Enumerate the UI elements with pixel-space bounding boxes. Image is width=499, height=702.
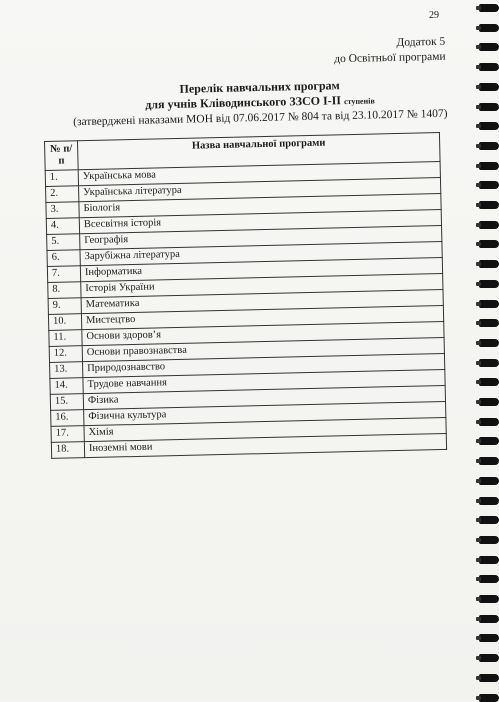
row-number: 17.	[51, 426, 84, 443]
heading-subtitle-small: ступенів	[343, 96, 375, 107]
binding-ring-icon	[479, 359, 499, 367]
binding-ring-icon	[479, 615, 499, 623]
row-program-name: Інформатика	[80, 257, 442, 281]
binding-ring-icon	[479, 24, 499, 32]
binding-ring-icon	[479, 398, 499, 406]
programs-table-wrap	[44, 132, 451, 459]
row-number: 15.	[50, 394, 83, 411]
appendix-line-2: до Освітньої програми	[333, 50, 446, 66]
binding-ring-icon	[479, 694, 499, 702]
binding-ring-icon	[479, 240, 499, 248]
row-number: 2.	[46, 186, 79, 203]
row-program-name: Фізика	[83, 385, 445, 409]
header-program-name: Назва навчальної програми	[78, 133, 441, 170]
row-program-name: Основи правознавства	[82, 337, 444, 361]
binding-ring-icon	[479, 536, 499, 544]
row-program-name: Українська мова	[78, 162, 440, 186]
binding-ring-icon	[479, 634, 499, 642]
row-program-name: Біологія	[79, 194, 441, 218]
binding-ring-icon	[479, 497, 499, 505]
row-number: 1.	[45, 170, 78, 187]
row-number: 11.	[49, 330, 82, 347]
binding-ring-icon	[479, 418, 499, 426]
header-number: № п/п	[45, 141, 79, 171]
row-program-name: Іноземні мови	[84, 433, 446, 457]
row-number: 16.	[51, 410, 84, 427]
row-program-name: Математика	[81, 289, 443, 313]
row-number: 8.	[48, 282, 81, 299]
page-number: 29	[429, 10, 439, 21]
binding-ring-icon	[479, 43, 499, 51]
row-program-name: Хімія	[84, 417, 446, 441]
binding-ring-icon	[479, 83, 499, 91]
row-program-name: Українська література	[79, 178, 441, 202]
binding-ring-icon	[479, 4, 499, 12]
binding-ring-icon	[479, 300, 499, 308]
binding-ring-icon	[479, 457, 499, 465]
appendix-line-1: Додаток 5	[395, 35, 445, 49]
binding-ring-icon	[479, 516, 499, 524]
heading-approval: (затверджені наказами МОН від 07.06.2017 № 804 та від 23.10.2017 № 1407)	[73, 107, 448, 129]
row-program-name: Фізична культура	[84, 401, 446, 425]
document-heading	[60, 75, 461, 130]
row-number: 4.	[46, 218, 79, 235]
row-program-name: Мистецтво	[81, 305, 443, 329]
binding-ring-icon	[479, 319, 499, 327]
row-number: 3.	[46, 202, 79, 219]
heading-title: Перелік навчальних програм	[179, 78, 340, 96]
binding-ring-icon	[479, 221, 499, 229]
row-program-name: Трудове навчання	[83, 369, 445, 393]
row-program-name: Всесвітня історія	[79, 210, 441, 234]
row-number: 9.	[48, 298, 81, 315]
row-number: 14.	[50, 378, 83, 395]
table-body	[45, 162, 446, 459]
row-program-name: Географія	[80, 226, 442, 250]
row-program-name: Природознавство	[83, 353, 445, 377]
row-number: 18.	[51, 442, 84, 459]
binding-ring-icon	[479, 260, 499, 268]
binding-ring-icon	[479, 556, 499, 564]
spiral-binding-icon	[477, 0, 499, 700]
binding-ring-icon	[479, 280, 499, 288]
row-number: 7.	[47, 266, 80, 283]
binding-ring-icon	[479, 437, 499, 445]
programs-table	[44, 132, 447, 459]
row-number: 12.	[49, 346, 82, 363]
binding-ring-icon	[479, 595, 499, 603]
binding-ring-icon	[479, 674, 499, 682]
binding-ring-icon	[479, 201, 499, 209]
binding-ring-icon	[479, 654, 499, 662]
row-program-name: Зарубіжна література	[80, 241, 442, 265]
row-number: 5.	[47, 234, 80, 251]
row-program-name: Історія України	[81, 273, 443, 297]
binding-ring-icon	[479, 181, 499, 189]
binding-ring-icon	[479, 122, 499, 130]
row-number: 10.	[48, 314, 81, 331]
binding-ring-icon	[479, 63, 499, 71]
binding-ring-icon	[479, 339, 499, 347]
row-program-name: Основи здоров’я	[82, 321, 444, 345]
row-number: 6.	[47, 250, 80, 267]
binding-ring-icon	[479, 575, 499, 583]
binding-ring-icon	[479, 162, 499, 170]
binding-ring-icon	[479, 103, 499, 111]
appendix-label	[333, 35, 445, 68]
row-number: 13.	[50, 362, 83, 379]
binding-ring-icon	[479, 142, 499, 150]
binding-ring-icon	[479, 378, 499, 386]
binding-ring-icon	[479, 477, 499, 485]
heading-subtitle-main: для учнів Кліводинського ЗЗСО І-ІІ	[145, 93, 342, 112]
